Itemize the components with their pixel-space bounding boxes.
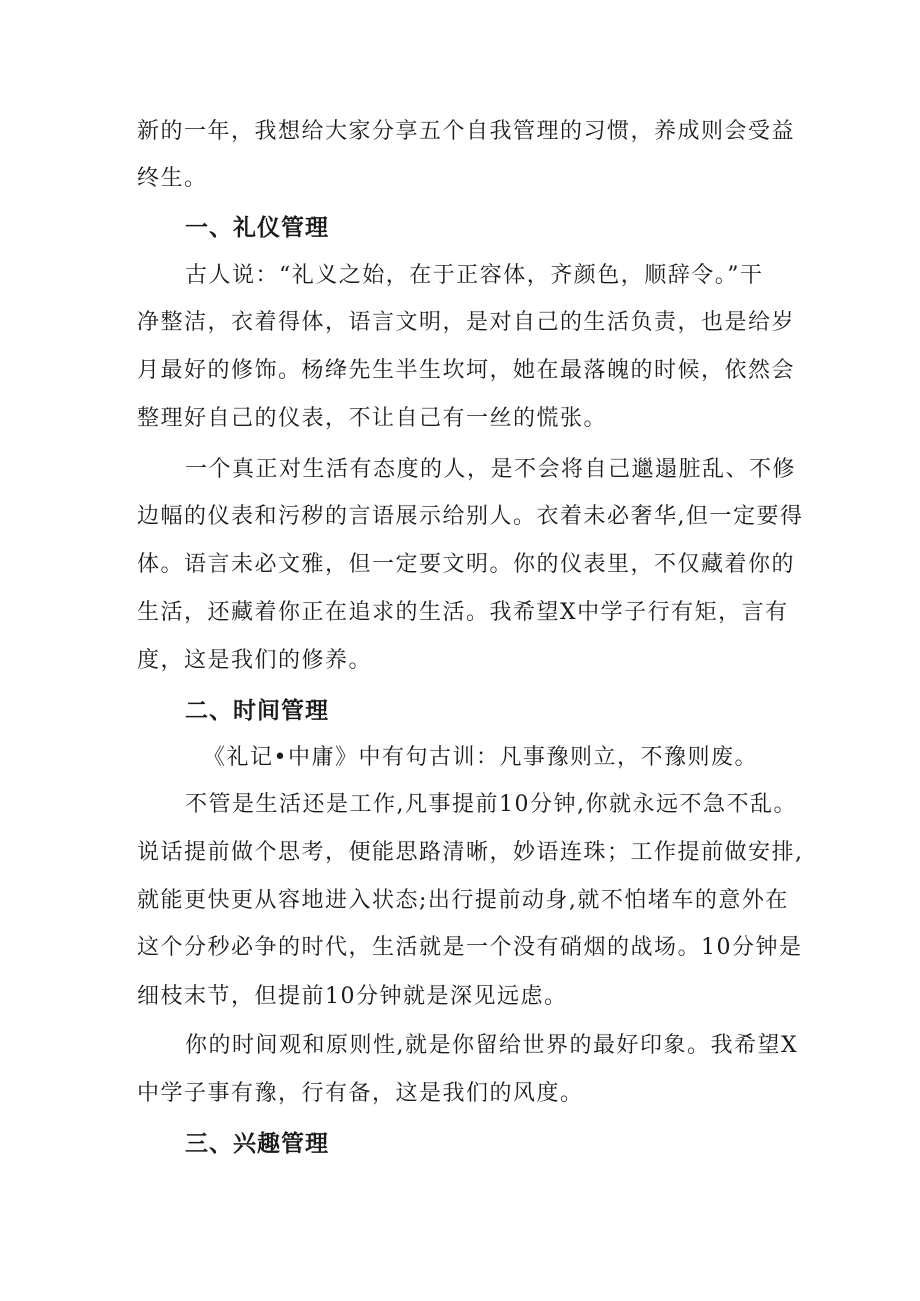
paragraph-line: 体。语言未必文雅，但一定要文明。你的仪表里，不仅藏着你的	[137, 552, 796, 577]
paragraph-line: 这个分秒必争的时代，生活就是一个没有硝烟的战场。10分钟是	[137, 935, 803, 960]
section-heading-etiquette: 一、礼仪管理	[185, 215, 329, 241]
section-heading-interest: 三、兴趣管理	[185, 1131, 329, 1157]
intro-line-2: 终生。	[137, 166, 208, 191]
quote-line: 《礼记•中庸》中有句古训：凡事豫则立，不豫则废。	[203, 745, 758, 770]
paragraph-line: 月最好的修饰。杨绛先生半生坎坷，她在最落魄的时候，依然会	[137, 358, 796, 383]
paragraph-line: 中学子事有豫，行有备，这是我们的风度。	[137, 1081, 584, 1106]
paragraph-line: 净整洁，衣着得体，语言文明，是对自己的生活负责，也是给岁	[137, 310, 796, 335]
paragraph-line: 说话提前做个思考，便能思路清晰，妙语连珠；工作提前做安排,	[137, 840, 804, 865]
paragraph-line: 就能更快更从容地进入状态;出行提前动身,就不怕堵车的意外在	[137, 888, 789, 913]
intro-line-1: 新的一年，我想给大家分享五个自我管理的习惯，养成则会受益	[137, 119, 796, 144]
paragraph-line: 你的时间观和原则性,就是你留给世界的最好印象。我希望X	[185, 1033, 799, 1058]
paragraph-line: 整理好自己的仪表，不让自己有一丝的慌张。	[137, 406, 608, 431]
paragraph-line: 一个真正对生活有态度的人，是不会将自己邋遢脏乱、不修	[185, 457, 797, 482]
paragraph-line: 边幅的仪表和污秽的言语展示给别人。衣着未必奢华,但一定要得	[137, 504, 804, 529]
paragraph-line: 不管是生活还是工作,凡事提前10分钟,你就永远不急不乱。	[185, 792, 797, 817]
section-heading-time: 二、时间管理	[185, 698, 329, 724]
paragraph-line: 度，这是我们的修养。	[137, 648, 373, 673]
paragraph-line: 细枝末节，但提前10分钟就是深见远虑。	[137, 984, 568, 1009]
paragraph-line: 古人说：“礼义之始，在于正容体，齐颜色，顺辞令。”干	[185, 263, 764, 288]
paragraph-line: 生活，还藏着你正在追求的生活。我希望X中学子行有矩，言有	[137, 600, 789, 625]
